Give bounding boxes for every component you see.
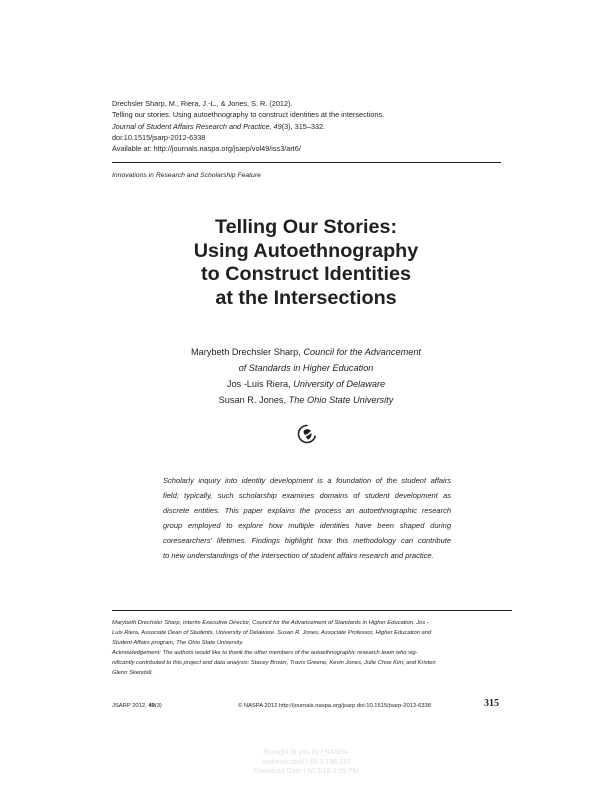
abstract	[163, 474, 451, 563]
author-3	[112, 392, 500, 408]
header-rule	[112, 162, 501, 163]
abstract-line: to new understandings of the intersection of student affairs research and practice.	[163, 550, 434, 560]
footer-issue: (3)	[154, 703, 162, 709]
author-2-name: Jos -Luis Riera,	[226, 379, 291, 389]
naspa-logo-icon	[296, 423, 318, 445]
footer-journal-name: JSARP 2012,	[112, 703, 149, 709]
footnote-line: Glenn Skendall.	[112, 670, 153, 677]
footer-journal	[112, 703, 162, 709]
author-3-name: Susan R. Jones,	[218, 395, 287, 405]
footnote-rule	[112, 610, 512, 611]
title-line: at the Intersections	[215, 286, 397, 309]
footnotes	[112, 618, 508, 679]
download-watermark	[220, 748, 392, 777]
abstract-line: discrete entities. This paper explains the process an autoethnographic research	[163, 505, 451, 515]
watermark-line: Brought to you by | NASPA	[264, 749, 348, 756]
abstract-line: field; typically, such scholarship examines domains of student development as	[163, 490, 451, 500]
article-title	[112, 216, 500, 310]
citation-journal	[112, 121, 512, 132]
title-line: to Construct Identities	[201, 263, 411, 286]
citation-url[interactable]: Available at: http://journals.naspa.org/jsarp/vol49/iss3/art6/	[112, 144, 301, 154]
author-1-affiliation: Council for the Advancement	[303, 347, 421, 357]
footer-center: © NASPA 2012 http://journals.naspa.org/jsarp doi:10.1515/jsarp-2012-6338	[238, 703, 432, 709]
author-1	[112, 344, 500, 360]
feature-label: Innovations in Research and Scholarship Feature	[112, 172, 261, 179]
abstract-line: coresearchers' lifetimes. Findings highlight how this methodology can contribute	[163, 535, 451, 545]
footnote-line: nificantly contributed to this project and data analysis: Stacey Brown, Travis Greene, Kevin Jones, Julie Choe Kim, and Kristen	[112, 660, 436, 667]
author-1-affiliation-cont: of Standards in Higher Education	[238, 363, 374, 373]
page-number: 315	[484, 698, 499, 709]
abstract-line: Scholarly inquiry into identity development is a foundation of the student affairs	[163, 476, 451, 485]
author-list	[112, 344, 500, 408]
citation-issue-pages: (3), 315–332.	[281, 121, 326, 131]
author-1-name: Marybeth Drechsler Sharp,	[191, 347, 301, 357]
author-2-affiliation: University of Delaware	[293, 379, 386, 389]
watermark-line: Authenticated | 69.3.156.210	[261, 758, 351, 766]
watermark-line: Download Date | 9/13/13 3:55 PM	[253, 768, 359, 776]
abstract-line: group employed to explore how multiple identities have been shaped during	[163, 520, 451, 530]
author-2	[112, 376, 500, 392]
title-line: Telling Our Stories:	[214, 216, 398, 238]
citation-journal-name: Journal of Student Affairs Research and Practice, 49	[112, 121, 282, 131]
footnote-line: Student Affairs program, The Ohio State University.	[112, 640, 244, 647]
citation-doi: doi:10.1515/jsarp-2012-6338	[112, 132, 206, 142]
title-line: Using Autoethnography	[193, 239, 419, 262]
citation-authors: Drechsler Sharp, M., Riera, J.-L., & Jones, S. R. (2012).	[112, 99, 293, 108]
author-3-affiliation: The Ohio State University	[288, 395, 394, 405]
footer-volume: 49	[148, 703, 155, 709]
footnote-line: Luis Riera, Associate Dean of Students, University of Delaware. Susan R. Jones, Associate Professor, Higher Education and	[112, 630, 432, 637]
citation-title: Telling our stories: Using autoethnography to construct identities at the intersections.	[112, 110, 385, 120]
footnote-line: Acknowledgement: The authors would like to thank the other members of the autoethnographic research team who sig-	[112, 650, 418, 657]
footnote-line: Marybeth Drechsler Sharp, Interim Executive Director, Council for the Advancement of Standards in Higher Education. Jos -	[112, 620, 429, 626]
citation-block	[112, 98, 512, 154]
